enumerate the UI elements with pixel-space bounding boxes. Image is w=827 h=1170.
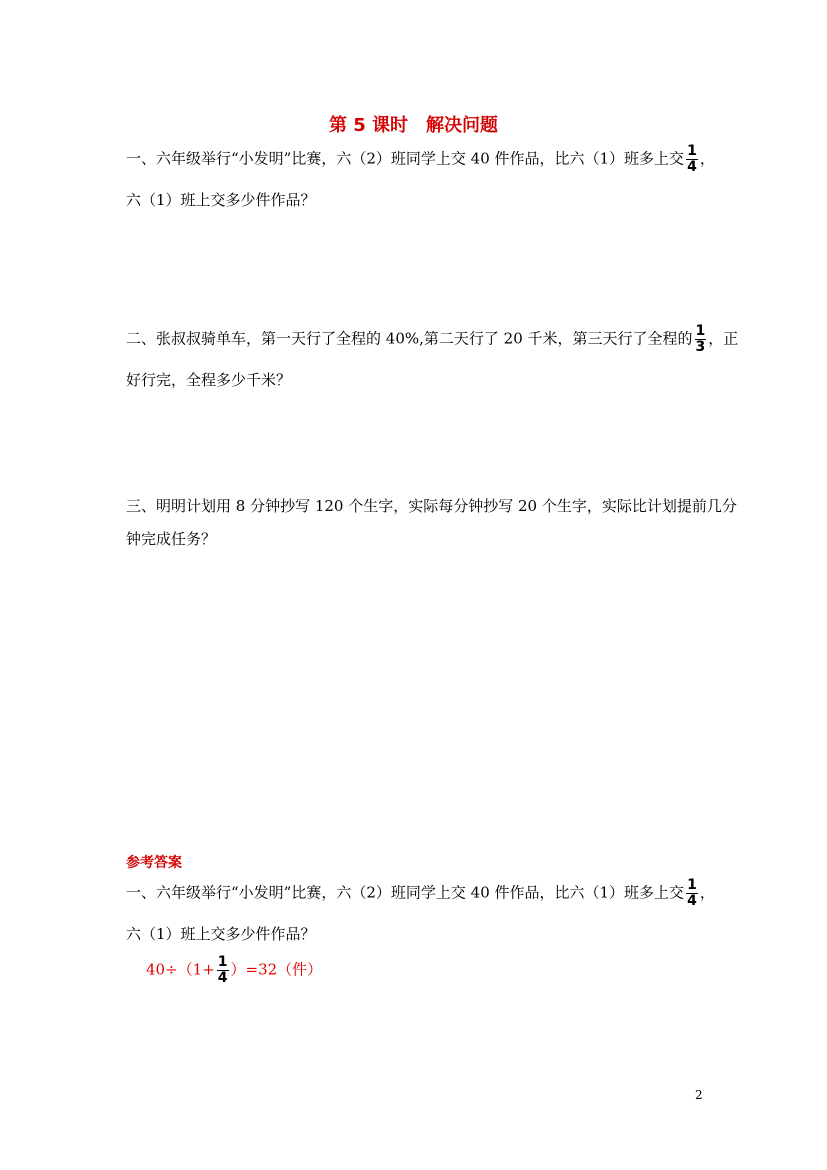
question-1-text: 一、六年级举行“小发明”比赛，六（2）班同学上交 40 件作品，比六（1）班多上交 [126,149,685,168]
question-3-line-1: 三、明明计划用 8 分钟抄写 120 个生字，实际每分钟抄写 20 个生字，实际比计划提前几分 [126,497,737,515]
fraction-denominator: 4 [217,970,228,986]
punctuation: ， [699,883,715,902]
question-1-line-2: 六（1）班上交多少件作品？ [126,191,316,209]
punctuation: ，正 [708,329,739,348]
page-number: 2 [695,1088,703,1102]
punctuation: ， [699,149,715,168]
question-2-line-2: 好行完，全程多少千米？ [126,371,292,389]
answer-heading: 参考答案 [126,855,182,871]
answer-question-1-line-1 [126,878,715,909]
answer-question-fraction [686,878,698,909]
answer-question-1-line-2: 六（1）班上交多少件作品？ [126,925,316,943]
question-1-fraction [686,144,698,175]
fraction-numerator: 1 [687,877,697,893]
question-2-fraction [695,324,707,355]
fraction-denominator: 3 [695,339,706,355]
answer-question-text: 一、六年级举行“小发明”比赛，六（2）班同学上交 40 件作品，比六（1）班多上交 [126,883,685,902]
question-2-line-1 [126,324,738,355]
formula-start: 40÷（1+ [146,960,215,979]
fraction-numerator: 1 [695,323,706,339]
answer-formula [146,955,322,986]
fraction-denominator: 4 [687,159,697,175]
formula-fraction [217,955,229,986]
page-title: 第 5 课时 解决问题 [328,115,499,136]
question-1-line-1 [126,144,715,175]
question-3-line-2: 钟完成任务？ [126,530,217,548]
formula-end: ）=32（件） [230,960,323,979]
fraction-numerator: 1 [217,954,228,970]
fraction-denominator: 4 [687,893,697,909]
question-2-text: 二、张叔叔骑单车，第一天行了全程的 40%,第二天行了 20 千米，第三天行了全程的 [126,329,693,348]
fraction-numerator: 1 [687,143,697,159]
